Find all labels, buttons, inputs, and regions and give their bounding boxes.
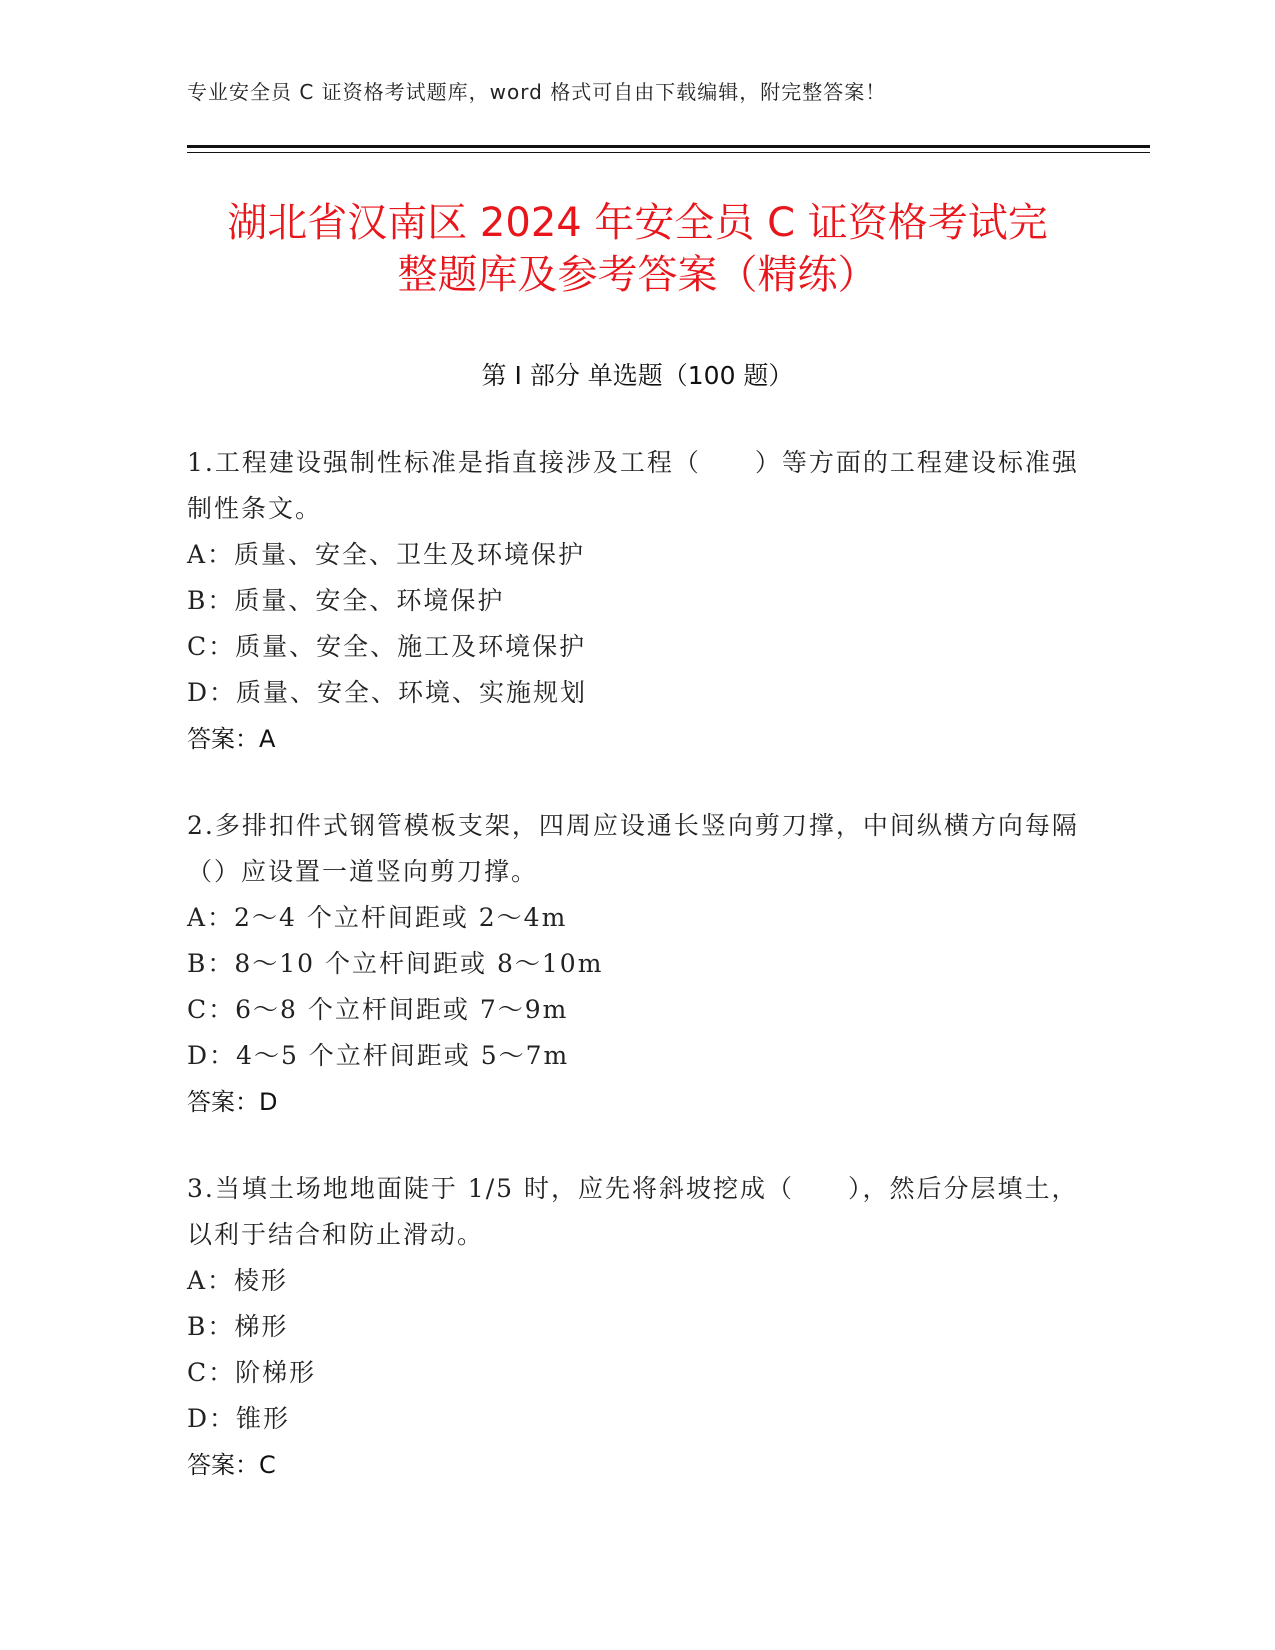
document-title-line-2: 整题库及参考答案（精练）	[397, 252, 878, 298]
document-title	[150, 197, 1125, 301]
option-b: B：梯形	[187, 1312, 289, 1341]
option-a: A：质量、安全、卫生及环境保护	[187, 540, 586, 569]
question-stem: 1.工程建设强制性标准是指直接涉及工程（ ）等方面的工程建设标准强制性条文。	[187, 448, 1079, 523]
question-item	[187, 1166, 1087, 1488]
option-d: D：4～5 个立杆间距或 5～7m	[187, 1041, 570, 1070]
header-note: 专业安全员 C 证资格考试题库，word 格式可自由下载编辑，附完整答案！	[187, 80, 887, 104]
question-item	[187, 803, 1087, 1125]
option-b: B：8～10 个立杆间距或 8～10m	[187, 949, 604, 978]
option-b: B：质量、安全、环境保护	[187, 586, 505, 615]
answer-line: 答案：A	[187, 725, 276, 753]
header-divider-thin	[187, 152, 1150, 153]
option-c: C：阶梯形	[187, 1358, 317, 1387]
document-title-line-1: 湖北省汉南区 2024 年安全员 C 证资格考试完	[227, 200, 1048, 246]
answer-line: 答案：C	[187, 1451, 276, 1479]
section-heading: 第 I 部分 单选题（100 题）	[481, 361, 794, 390]
option-c: C：6～8 个立杆间距或 7～9m	[187, 995, 569, 1024]
answer-line: 答案：D	[187, 1088, 278, 1116]
question-stem: 3.当填土场地地面陡于 1/5 时，应先将斜坡挖成（ ），然后分层填土，以利于结合和防止滑动。	[187, 1174, 1079, 1249]
option-c: C：质量、安全、施工及环境保护	[187, 632, 587, 661]
option-a: A：棱形	[187, 1266, 289, 1295]
header-divider-thick	[187, 145, 1150, 148]
option-d: D：质量、安全、环境、实施规划	[187, 678, 588, 707]
question-item	[187, 440, 1087, 762]
question-stem: 2.多排扣件式钢管模板支架，四周应设通长竖向剪刀撑，中间纵横方向每隔（）应设置一道竖向剪刀撑。	[187, 811, 1079, 886]
option-a: A：2～4 个立杆间距或 2～4m	[187, 903, 568, 932]
option-d: D：锥形	[187, 1404, 291, 1433]
